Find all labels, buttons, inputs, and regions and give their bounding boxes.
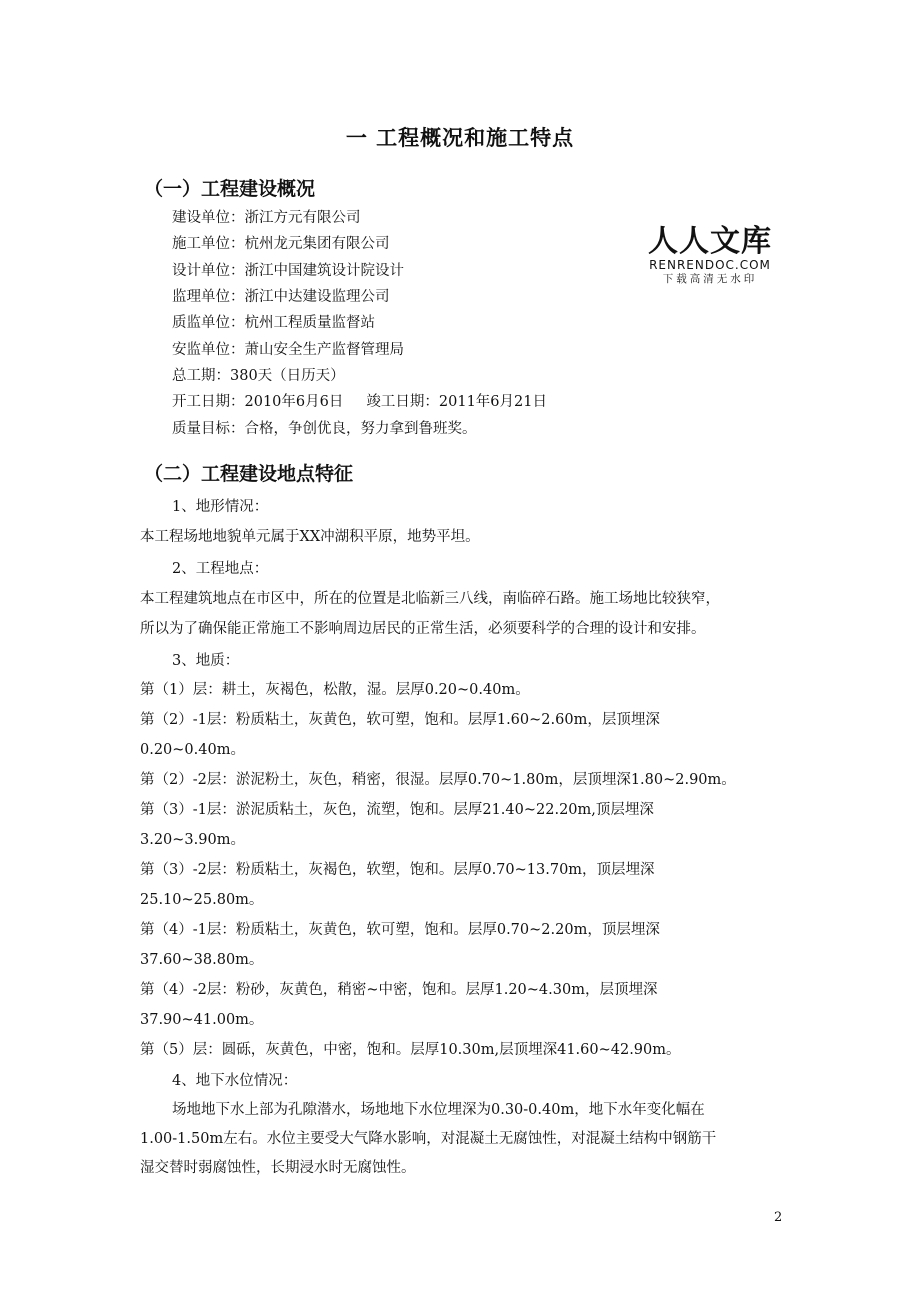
body-text: 所以为了确保能正常施工不影响周边居民的正常生活，必须要科学的合理的设计和安排。: [140, 621, 706, 637]
geology-layer: 0.20~0.40m。: [140, 742, 245, 758]
geology-layer: 第（2）-2层：淤泥粉土，灰色，稍密，很湿。层厚0.70~1.80m，层顶埋深1.80~2.90m。: [140, 772, 736, 788]
geology-layer: 37.90~41.00m。: [140, 1012, 264, 1028]
watermark-domain: RENRENDOC.COM: [649, 258, 771, 272]
geology-layer: 37.60~38.80m。: [140, 952, 264, 968]
geology-layer: 第（2）-1层：粉质粘土，灰黄色，软可塑，饱和。层厚1.60~2.60m，层顶埋深: [140, 712, 660, 728]
geology-layer: 第（4）-1层：粉质粘土，灰黄色，软可塑，饱和。层厚0.70~2.20m，顶层埋深: [140, 922, 660, 938]
body-text: 本工程建筑地点在市区中，所在的位置是北临新三八线，南临碎石路。施工场地比较狭窄，: [140, 591, 720, 607]
info-line: 监理单位：浙江中达建设监理公司: [172, 289, 390, 305]
watermark-name: 人人文库: [648, 224, 772, 259]
subheading-terrain: 1、地形情况：: [172, 499, 269, 515]
body-text: 场地地下水上部为孔隙潜水，场地地下水位埋深为0.30-0.40m，地下水年变化幅在: [172, 1102, 705, 1118]
geology-layer: 第（1）层：耕土，灰褐色，松散，湿。层厚0.20~0.40m。: [140, 682, 530, 698]
geology-layer: 第（5）层：圆砾，灰黄色，中密，饱和。层厚10.30m,层顶埋深41.60~42.90m。: [140, 1042, 681, 1058]
page-number: 2: [774, 1210, 783, 1225]
section-heading-overview: （一）工程建设概况: [144, 178, 316, 200]
info-line: 设计单位：浙江中国建筑设计院设计: [172, 263, 404, 279]
geology-layer: 第（3）-1层：淤泥质粘土，灰色，流塑，饱和。层厚21.40~22.20m,顶层埋深: [140, 802, 654, 818]
info-line: 质监单位：杭州工程质量监督站: [172, 315, 375, 331]
subheading-groundwater: 4、地下水位情况：: [172, 1073, 298, 1089]
watermark-slogan: 下载高清无水印: [662, 273, 758, 285]
body-text: 本工程场地地貌单元属于XX冲湖积平原，地势平坦。: [140, 529, 480, 545]
geology-layer: 3.20~3.90m。: [140, 832, 245, 848]
info-line: 施工单位：杭州龙元集团有限公司: [172, 236, 390, 252]
subheading-geology: 3、地质：: [172, 653, 240, 669]
info-line: 建设单位：浙江方元有限公司: [172, 210, 361, 226]
body-text: 1.00-1.50m左右。水位主要受大气降水影响，对混凝土无腐蚀性，对混凝土结构中钢筋干: [140, 1131, 717, 1147]
body-text: 湿交替时弱腐蚀性，长期浸水时无腐蚀性。: [140, 1160, 416, 1176]
info-line: 安监单位：萧山安全生产监督管理局: [172, 342, 404, 358]
watermark-logo: [648, 226, 772, 286]
page-title: 一 工程概况和施工特点: [345, 126, 575, 150]
section-heading-site: （二）工程建设地点特征: [144, 463, 354, 485]
geology-layer: 第（4）-2层：粉砂，灰黄色，稍密~中密，饱和。层厚1.20~4.30m，层顶埋深: [140, 982, 658, 998]
info-line: 总工期：380天（日历天）: [172, 368, 345, 384]
info-line: 开工日期：2010年6月6日 竣工日期：2011年6月21日: [172, 394, 547, 410]
info-line: 质量目标：合格，争创优良，努力拿到鲁班奖。: [172, 421, 477, 437]
geology-layer: 第（3）-2层：粉质粘土，灰褐色，软塑，饱和。层厚0.70~13.70m，顶层埋深: [140, 862, 655, 878]
geology-layer: 25.10~25.80m。: [140, 892, 264, 908]
subheading-location: 2、工程地点：: [172, 561, 269, 577]
